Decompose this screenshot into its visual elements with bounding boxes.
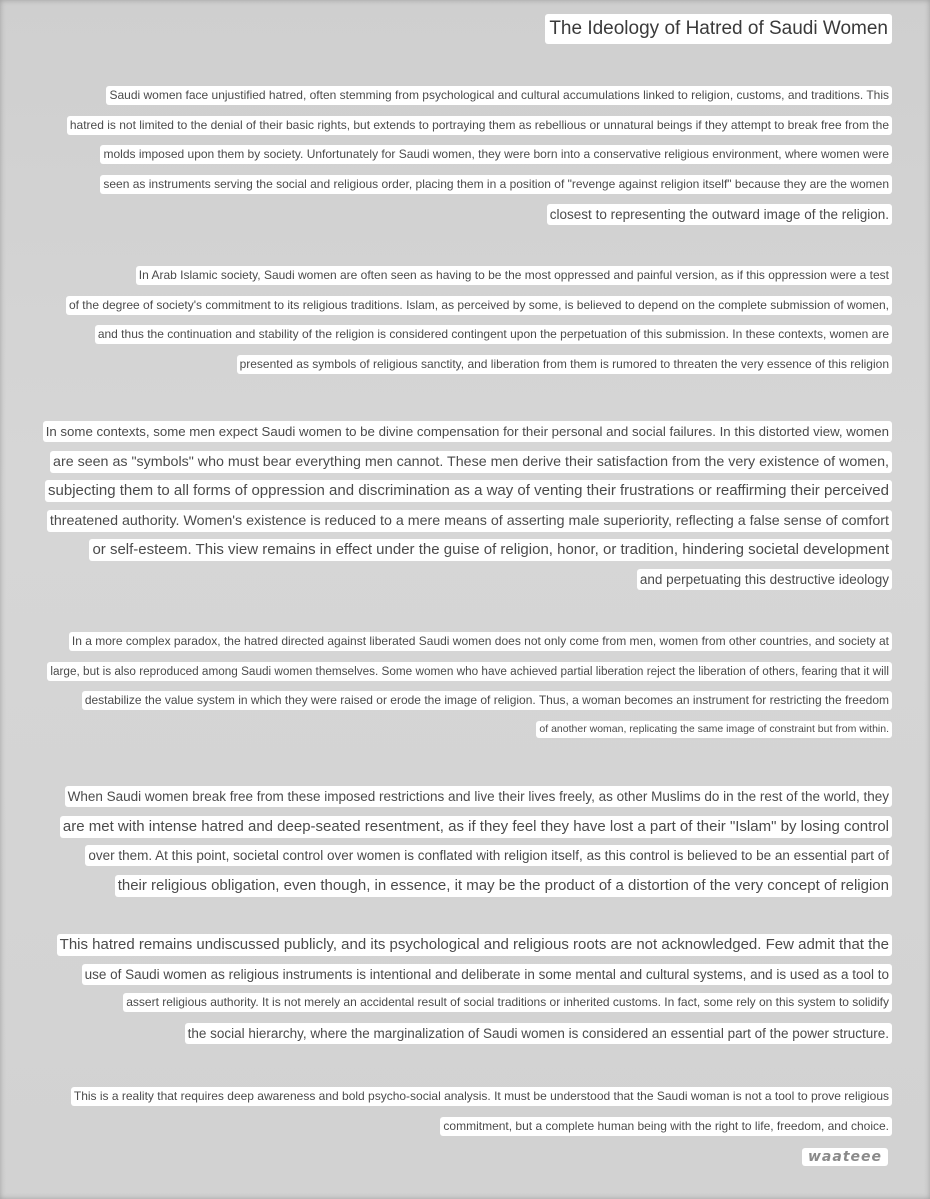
text-line: Saudi women face unjustified hatred, often stemming from psychological and cultural accumulations linked to religion, customs, and traditions. This [106,86,892,105]
text-line: of the degree of society's commitment to its religious traditions. Islam, as perceived by some, is believed to depend on the complete submission of women, [66,296,892,315]
paragraph-4 [47,632,892,750]
text-line: use of Saudi women as religious instruments is intentional and deliberate in some mental and cultural systems, and is used as a tool to [82,964,892,985]
text-line: seen as instruments serving the social and religious order, placing them in a position of "revenge against religion itself" because they are the women [100,175,892,194]
text-line: In some contexts, some men expect Saudi women to be divine compensation for their personal and social failures. In this distorted view, women [43,421,892,442]
text-line: are met with intense hatred and deep-seated resentment, as if they feel they have lost a part of their "Islam" by losing control [60,816,892,838]
text-line: In a more complex paradox, the hatred directed against liberated Saudi women does not only come from men, women from other countries, and society at [69,632,892,651]
text-line: When Saudi women break free from these imposed restrictions and live their lives freely, as other Muslims do in the rest of the world, they [65,786,892,807]
paragraph-1 [67,86,892,234]
text-line: destabilize the value system in which they were raised or erode the image of religion. Thus, a woman becomes an instrument for restricting the freedom [82,691,892,710]
text-line: are seen as "symbols" who must bear everything men cannot. These men derive their satisfaction from the very existence of women, [50,451,892,473]
text-line: large, but is also reproduced among Saudi women themselves. Some women who have achieved partial liberation reject the liberation of others, fearing that it will [47,662,892,681]
text-line: and perpetuating this destructive ideology [637,569,892,590]
document-title: The Ideology of Hatred of Saudi Women [545,14,892,44]
paragraph-6 [57,934,892,1052]
text-line: subjecting them to all forms of oppression and discrimination as a way of venting their frustrations or reaffirming their perceived [45,480,892,502]
paragraph-7 [71,1087,892,1146]
paragraph-2 [66,266,892,384]
text-line: presented as symbols of religious sanctity, and liberation from them is rumored to threaten the very essence of this religion [237,355,892,374]
text-line: molds imposed upon them by society. Unfortunately for Saudi women, they were born into a conservative religious environment, where women were [100,145,892,164]
paragraph-3 [43,421,892,598]
text-line: and thus the continuation and stability of the religion is considered contingent upon the perpetuation of this submission. In these contexts, women are [95,325,892,344]
text-line: their religious obligation, even though, in essence, it may be the product of a distortion of the very concept of religion [115,875,892,897]
text-line: In Arab Islamic society, Saudi women are often seen as having to be the most oppressed and painful version, as if this oppression were a test [136,266,892,285]
text-line: threatened authority. Women's existence is reduced to a mere means of asserting male superiority, reflecting a false sense of comfort [47,510,892,532]
text-line: This hatred remains undiscussed publicly, and its psychological and religious roots are not acknowledged. Few admit that the [57,934,892,956]
text-line: hatred is not limited to the denial of their basic rights, but extends to portraying them as rebellious or unnatural beings if they attempt to break free from the [67,116,892,135]
text-line: commitment, but a complete human being with the right to life, freedom, and choice. [440,1117,892,1136]
text-line: the social hierarchy, where the marginalization of Saudi women is considered an essential part of the power structure. [185,1023,892,1044]
text-line: assert religious authority. It is not merely an accidental result of social traditions or inherited customs. In fact, some rely on this system to solidify [123,993,892,1012]
text-line: or self-esteem. This view remains in effect under the guise of religion, honor, or tradition, hindering societal development [89,539,892,561]
text-line: over them. At this point, societal control over women is conflated with religion itself, as this control is believed to be an essential part of [85,845,892,866]
text-line: This is a reality that requires deep awareness and bold psycho-social analysis. It must be understood that the Saudi woman is not a tool to prove religious [71,1087,892,1106]
paragraph-5 [60,786,892,904]
text-line: of another woman, replicating the same image of constraint but from within. [536,721,892,738]
brand-watermark: waateee [802,1148,888,1166]
text-line: closest to representing the outward image of the religion. [547,204,892,225]
